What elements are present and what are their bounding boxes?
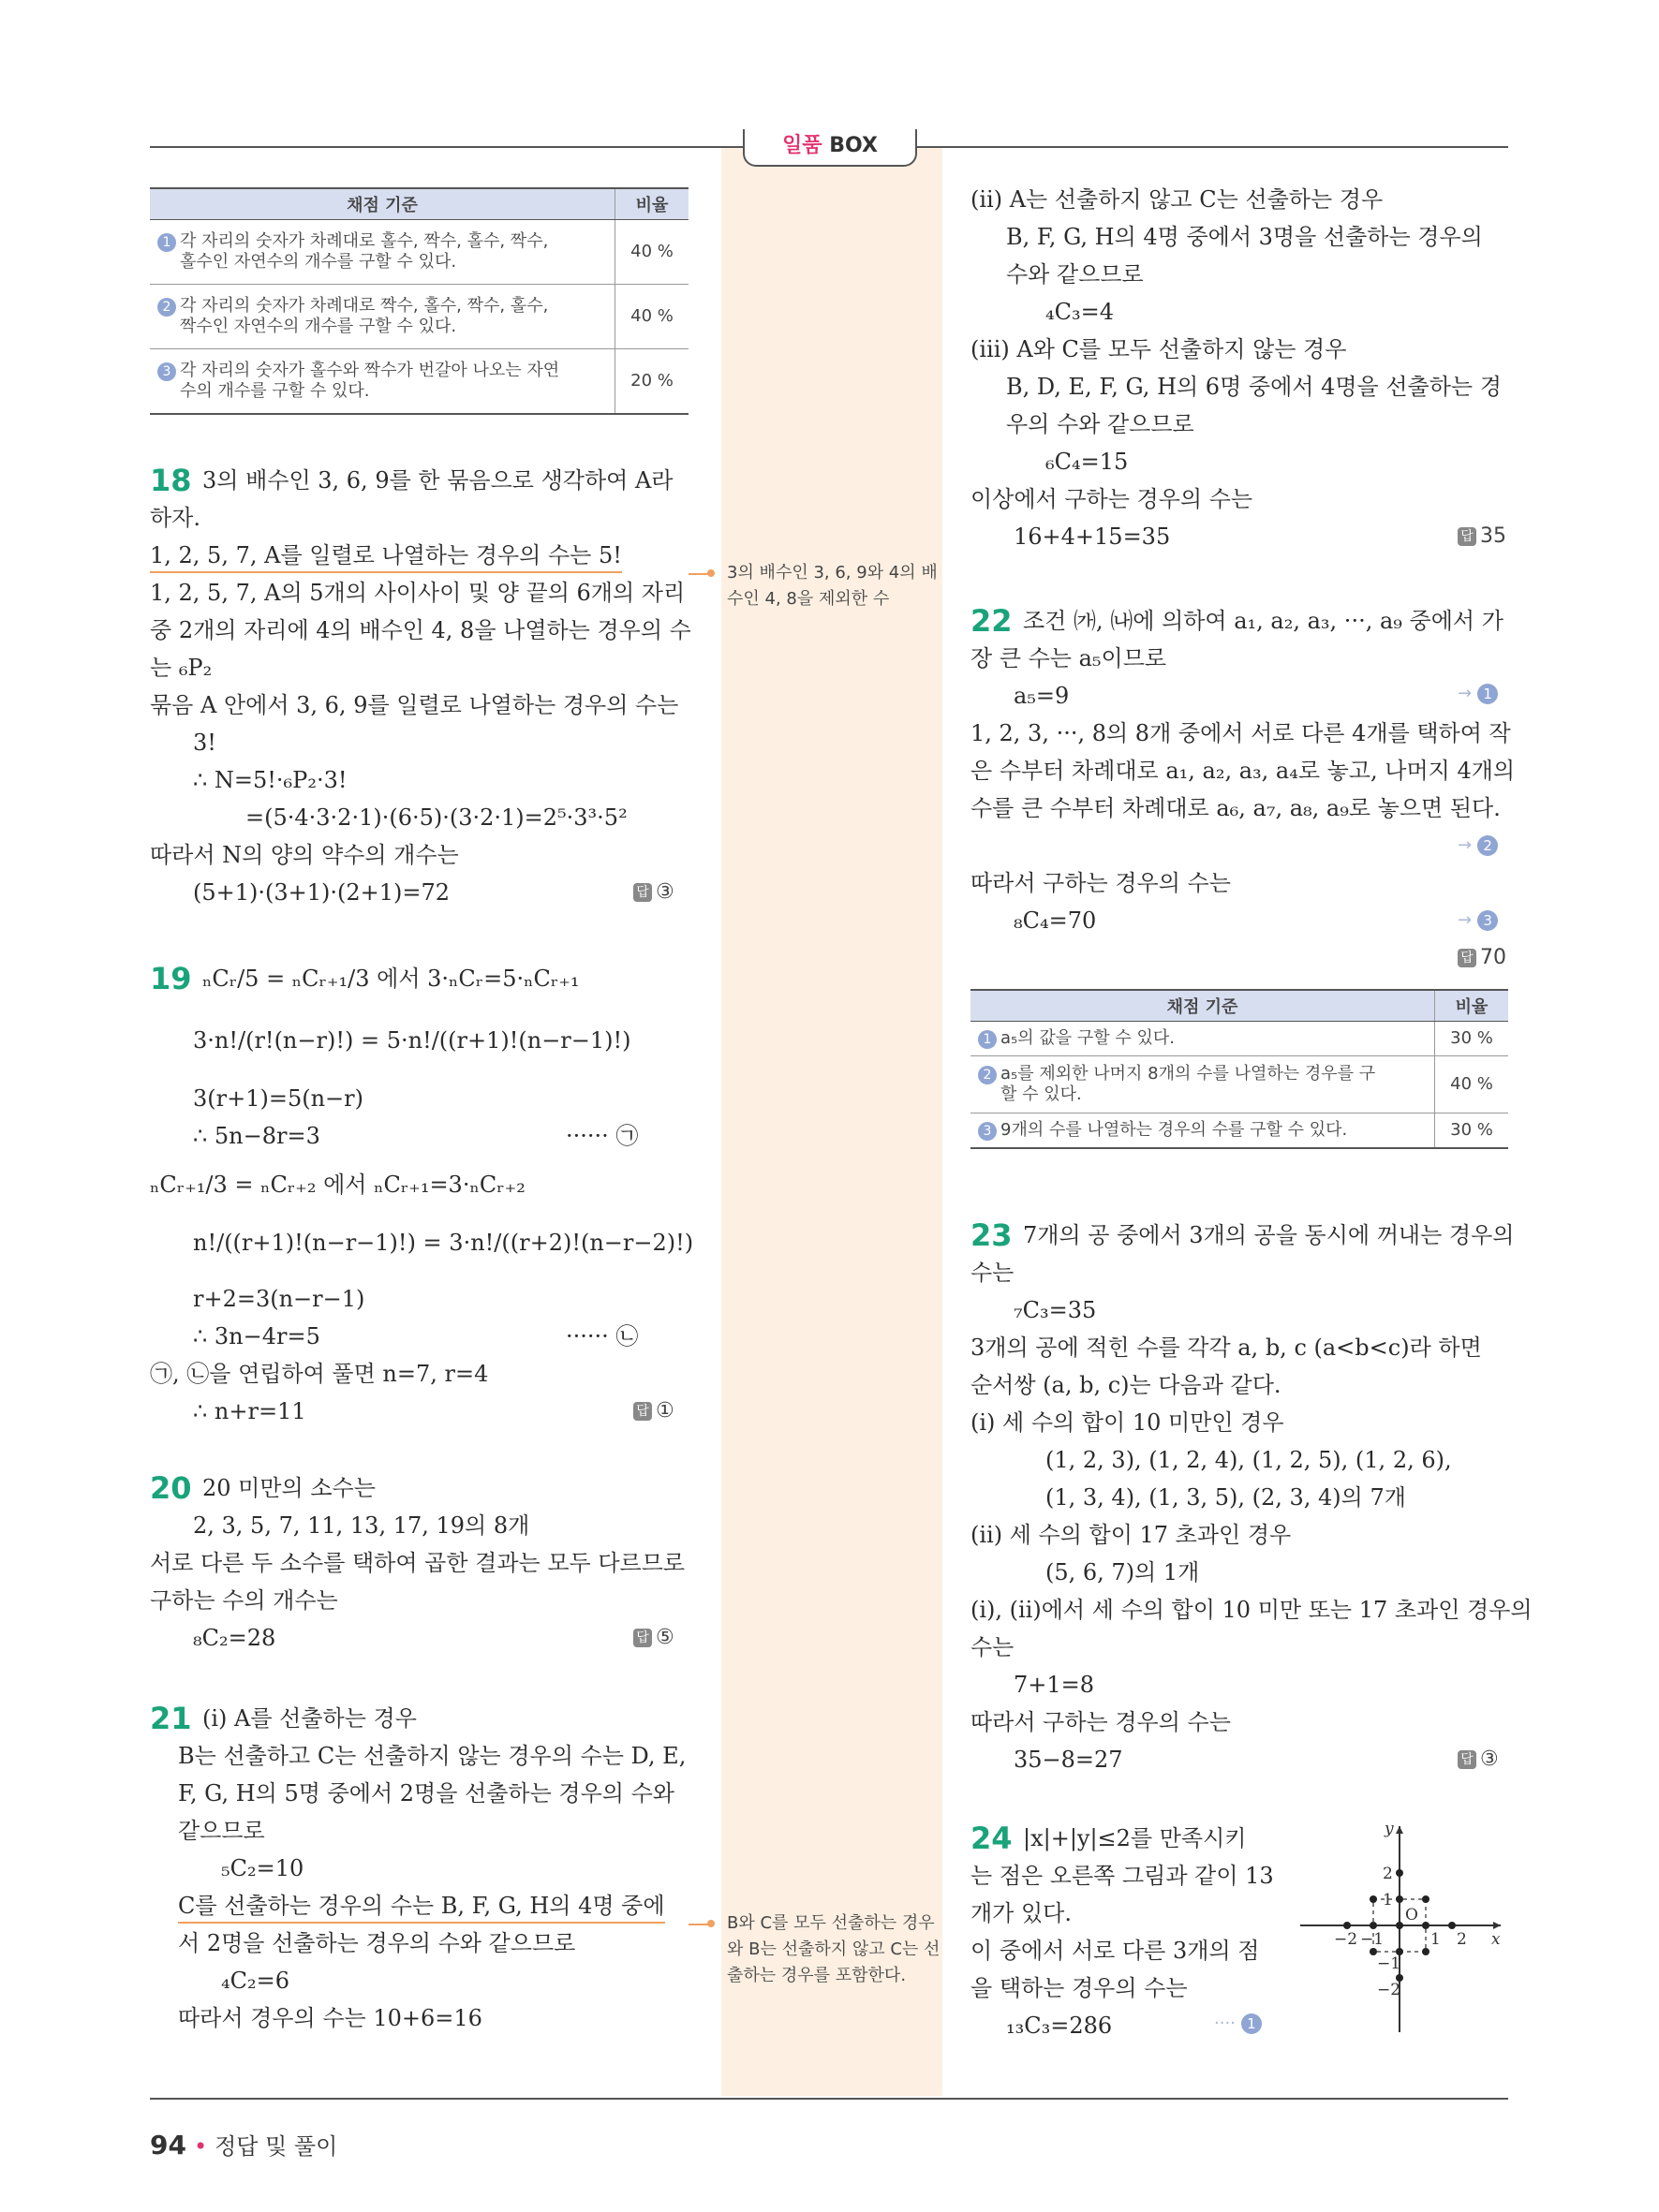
ratio-cell: 30 % [1435,1022,1509,1056]
criterion-number: 3 [978,1122,997,1141]
solution-line: 1, 2, 5, 7, A의 5개의 사이사이 및 양 끝의 6개의 자리 [150,580,686,606]
solution-line: 묶음 A 안에서 3, 6, 9를 일렬로 나열하는 경우의 수는 [150,692,679,718]
answer-mark: 답 ⑤ [633,1626,674,1649]
problem-number: 19 [150,961,192,996]
answer-mark: 답 35 [1458,524,1506,548]
table-row [970,1056,1508,1113]
solution-line: (5, 6, 7)의 1개 [1045,1559,1200,1585]
solution-line: ₁₃C₃=286 [1006,2013,1113,2039]
solution-line: 하자. [150,505,200,531]
footer: 94 • 정답 및 풀이 [150,2130,338,2160]
lattice-point [1422,1895,1429,1903]
step-marker: ···· 1 [1214,2013,1262,2034]
solution-line: 3! [193,730,216,756]
note-dot [707,569,715,577]
y-tick-label: 1 [1383,1891,1393,1910]
solution-line: 3개의 공에 적힌 수를 각각 a, b, c (a<b<c)라 하면 [970,1335,1482,1361]
solution-line: 서로 다른 두 소수를 택하여 곱한 결과는 모두 다르므로 [150,1550,686,1576]
solution-line: B, F, G, H의 4명 중에서 3명을 선출하는 경우의 [1006,224,1483,250]
table-header: 비율 [615,188,689,220]
lattice-point [1396,1922,1403,1929]
criterion-number: 2 [157,298,176,317]
side-note: B와 C를 모두 선출하는 경우와 B는 선출하지 않고 C는 선출하는 경우를 포함한다. [727,1913,941,1985]
problem-number: 21 [150,1701,192,1736]
problem-number: 24 [970,1821,1013,1856]
step-marker: → 3 [1458,910,1498,931]
solution-line: (ⅱ) 세 수의 합이 17 초과인 경우 [970,1522,1292,1548]
ratio-cell: 40 % [1435,1056,1509,1113]
lattice-point [1370,1895,1377,1903]
criterion-text: 할 수 있다. [1000,1084,1082,1104]
criterion-text: a₅를 제외한 나머지 8개의 수를 나열하는 경우를 구 [1000,1064,1376,1084]
solution-line: ₅C₂=10 [221,1855,304,1881]
solution-line: 개가 있다. [970,1900,1072,1926]
note-dot [707,1920,715,1927]
table-row [150,349,689,415]
criterion-text: 각 자리의 숫자가 홀수와 짝수가 번갈아 나오는 자연 [180,361,560,380]
table-row [970,1022,1508,1056]
criterion-number: 2 [978,1066,997,1084]
y-tick-label: −1 [1377,1954,1401,1973]
step-number: 1 [1477,684,1498,704]
solution-line: ∴ n+r=11 [193,1398,306,1424]
solution-line: 따라서 구하는 경우의 수는 [970,1709,1231,1735]
x-tick-label: 1 [1430,1930,1441,1949]
criterion-text: a₅의 값을 구할 수 있다. [1000,1028,1175,1048]
solution-line: 20 미만의 소수는 [202,1475,376,1501]
solution-line: ∴ 3n−4r=5 [193,1323,320,1349]
answer-value: ⑤ [656,1626,674,1649]
criterion-number: 3 [157,362,176,381]
criterion-text: 짝수인 자연수의 개수를 구할 수 있다. [180,317,457,336]
solution-line: ₄C₂=6 [221,1968,289,1994]
side-note-column [721,148,942,2096]
x-axis-arrow [1493,1922,1501,1929]
ratio-cell: 30 % [1435,1113,1509,1149]
solution-line: ₙCᵣ/5 = ₙCᵣ₊₁/3 에서 3·ₙCᵣ=5·ₙCᵣ₊₁ [202,966,580,992]
solution-line: ₇C₃=35 [1014,1297,1097,1323]
table-header: 채점 기준 [970,990,1435,1022]
solution-line: 을 택하는 경우의 수는 [970,1975,1188,2001]
lattice-point-graph [1293,1817,1508,2042]
answer-mark: 답 ③ [1458,1747,1499,1771]
lattice-point [1422,1922,1429,1929]
table-header: 채점 기준 [150,188,615,220]
x-axis-label: x [1491,1930,1501,1949]
solution-line: 16+4+15=35 [1014,524,1171,550]
solution-line: 수를 큰 수부터 차례대로 a₆, a₇, a₈, a₉로 놓으면 된다. [970,795,1501,821]
solution-line: 따라서 경우의 수는 10+6=16 [178,2005,482,2031]
solution-line: 같으므로 [178,1818,265,1844]
y-axis-arrow [1396,1826,1403,1834]
x-tick-label: −2 [1334,1930,1358,1949]
answer-value: 70 [1480,946,1506,969]
solution-line: 7개의 공 중에서 3개의 공을 동시에 꺼내는 경우의 [1023,1222,1515,1248]
criterion-text: 수의 개수를 구할 수 있다. [180,381,370,401]
solution-line: (ⅰ), (ⅱ)에서 세 수의 합이 10 미만 또는 17 초과인 경우의 [970,1597,1533,1623]
lattice-point [1396,1869,1403,1877]
y-tick-label: 2 [1383,1865,1393,1883]
answer-value: ③ [1480,1747,1499,1771]
solution-line: (ⅲ) A와 C를 모두 선출하지 않는 경우 [970,336,1347,362]
problem-number: 20 [150,1470,192,1506]
table-row [150,220,689,285]
solution-line: 는 ₆P₂ [150,655,213,681]
ratio-cell: 20 % [615,349,689,415]
solution-line: 순서쌍 (a, b, c)는 다음과 같다. [970,1372,1281,1398]
tab-label-pink: 일품 [782,134,822,157]
criterion-number: 1 [157,233,176,252]
criterion-text: 9개의 수를 나열하는 경우의 수를 구할 수 있다. [1000,1120,1348,1140]
answer-mark: 답 ③ [633,880,674,904]
answer-mark: 답 ① [633,1399,674,1423]
solution-line: ∴ 5n−8r=3 [193,1123,320,1149]
grading-table-2 [970,989,1508,1149]
equation-tag: ······ ㉡ [566,1323,639,1349]
solution-line: 수는 [970,1634,1015,1660]
criterion-number: 1 [978,1030,997,1049]
solution-line: 장 큰 수는 a₅이므로 [970,645,1167,671]
equation-tag: ······ ㉠ [566,1123,639,1149]
x-tick-label: 2 [1457,1930,1467,1949]
solution-line: 1, 2, 5, 7, A를 일렬로 나열하는 경우의 수는 5! [150,539,622,573]
solution-line: 수는 [970,1260,1015,1286]
solution-line: |x|+|y|≤2를 만족시키 [1023,1825,1247,1851]
table-row [970,1113,1508,1149]
solution-line: 서 2명을 선출하는 경우의 수와 같으므로 [178,1930,576,1956]
solution-line: 조건 ㈎, ㈏에 의하여 a₁, a₂, a₃, ···, a₉ 중에서 가 [1023,608,1503,634]
solution-line: 은 수부터 차례대로 a₁, a₂, a₃, a₄로 놓고, 나머지 4개의 [970,758,1516,784]
solution-line: n!/((r+1)!(n−r−1)!) = 3·n!/((r+2)!(n−r−2)!) [193,1230,694,1256]
solution-line: 이상에서 구하는 경우의 수는 [970,486,1253,512]
solution-line: 구하는 수의 개수는 [150,1587,338,1614]
step-marker: → 1 [1458,684,1498,704]
answer-value: ③ [656,880,674,904]
solution-line: F, G, H의 5명 중에서 2명을 선출하는 경우의 수와 [178,1780,674,1806]
solution-line: ₙCᵣ₊₁/3 = ₙCᵣ₊₂ 에서 ₙCᵣ₊₁=3·ₙCᵣ₊₂ [150,1172,526,1198]
lattice-point [1370,1948,1377,1955]
criterion-text: 홀수인 자연수의 개수를 구할 수 있다. [180,252,457,272]
solution-line: 우의 수와 같으므로 [1006,411,1194,437]
solution-line: ∴ N=5!·₆P₂·3! [193,767,348,793]
solution-line: 따라서 N의 양의 약수의 개수는 [150,842,459,868]
solution-line: 3(r+1)=5(n−r) [193,1085,363,1112]
solution-line: (ⅱ) A는 선출하지 않고 C는 선출하는 경우 [970,186,1384,213]
lattice-point [1422,1948,1429,1955]
origin-label: O [1405,1906,1418,1924]
step-number: 3 [1477,910,1498,931]
problem-number: 18 [150,463,192,498]
solution-line: ₈C₂=28 [193,1625,276,1651]
footer-title: 정답 및 풀이 [215,2133,338,2160]
answer-value: ① [656,1399,674,1423]
y-tick-label: −2 [1377,1981,1401,1999]
lattice-point [1448,1922,1456,1929]
solution-line: B는 선출하고 C는 선출하지 않는 경우의 수는 D, E, [178,1743,687,1769]
solution-line: 3의 배수인 3, 6, 9를 한 묶음으로 생각하여 A라 [202,467,674,494]
solution-line: 1, 2, 3, ···, 8의 8개 중에서 서로 다른 4개를 택하여 작 [970,720,1511,746]
solution-line: (ⅰ) A를 선출하는 경우 [202,1705,417,1732]
solution-line: 7+1=8 [1014,1672,1095,1698]
solution-line: 따라서 구하는 경우의 수는 [970,870,1231,896]
solution-line: 중 2개의 자리에 4의 배수인 4, 8을 나열하는 경우의 수 [150,617,691,643]
x-tick-label: −1 [1360,1930,1385,1949]
solution-line: 는 점은 오른쪽 그림과 같이 13 [970,1863,1274,1889]
solution-line: ㉠, ㉡을 연립하여 풀면 n=7, r=4 [150,1361,489,1387]
solution-line: ₄C₃=4 [1045,299,1114,325]
solution-line: ₆C₄=15 [1045,449,1129,475]
solution-line: 2, 3, 5, 7, 11, 13, 17, 19의 8개 [193,1512,530,1539]
criterion-text: 각 자리의 숫자가 차례대로 홀수, 짝수, 홀수, 짝수, [180,231,549,251]
solution-line: (5+1)·(3+1)·(2+1)=72 [193,879,451,906]
step-marker: → 2 [1458,835,1498,856]
tab-label: BOX [829,134,878,157]
side-note: 3의 배수인 3, 6, 9와 4의 배수인 4, 8을 제외한 수 [727,563,938,609]
criterion-text: 각 자리의 숫자가 차례대로 짝수, 홀수, 짝수, 홀수, [180,296,549,316]
solution-line: ₈C₄=70 [1014,907,1097,934]
y-axis-label: y [1385,1820,1394,1838]
bottom-rule [150,2098,1508,2100]
answer-mark: 답 70 [1458,946,1506,969]
solution-line: a₅=9 [1014,683,1070,709]
solution-line: C를 선출하는 경우의 수는 B, F, G, H의 4명 중에 [178,1890,665,1924]
grading-table-1 [150,187,689,415]
problem-number: 22 [970,603,1013,639]
lattice-point [1343,1922,1351,1929]
page-number: 94 [150,2130,186,2160]
answer-value: 35 [1480,524,1506,548]
solution-line: 수와 같으므로 [1006,261,1144,288]
step-number: 1 [1241,2013,1262,2034]
solution-line: 3·n!/(r!(n−r)!) = 5·n!/((r+1)!(n−r−1)!) [193,1027,631,1054]
ratio-cell: 40 % [615,220,689,285]
solution-line: (ⅰ) 세 수의 합이 10 미만인 경우 [970,1409,1284,1436]
section-tab [743,129,917,167]
solution-line: (1, 3, 4), (1, 3, 5), (2, 3, 4)의 7개 [1045,1484,1406,1511]
solution-line: (1, 2, 3), (1, 2, 4), (1, 2, 5), (1, 2, 6), [1045,1447,1452,1473]
solution-line: 이 중에서 서로 다른 3개의 점 [970,1938,1260,1964]
table-header: 비율 [1435,990,1509,1022]
solution-line: B, D, E, F, G, H의 6명 중에서 4명을 선출하는 경 [1006,374,1502,400]
table-row [150,285,689,349]
solution-line: r+2=3(n−r−1) [193,1286,365,1312]
problem-number: 23 [970,1217,1013,1253]
solution-line: =(5·4·3·2·1)·(6·5)·(3·2·1)=2⁵·3³·5² [245,804,628,831]
lattice-point [1370,1922,1377,1929]
lattice-point [1396,1895,1403,1903]
ratio-cell: 40 % [615,285,689,349]
step-number: 2 [1477,835,1498,856]
solution-line: 35−8=27 [1014,1747,1123,1773]
